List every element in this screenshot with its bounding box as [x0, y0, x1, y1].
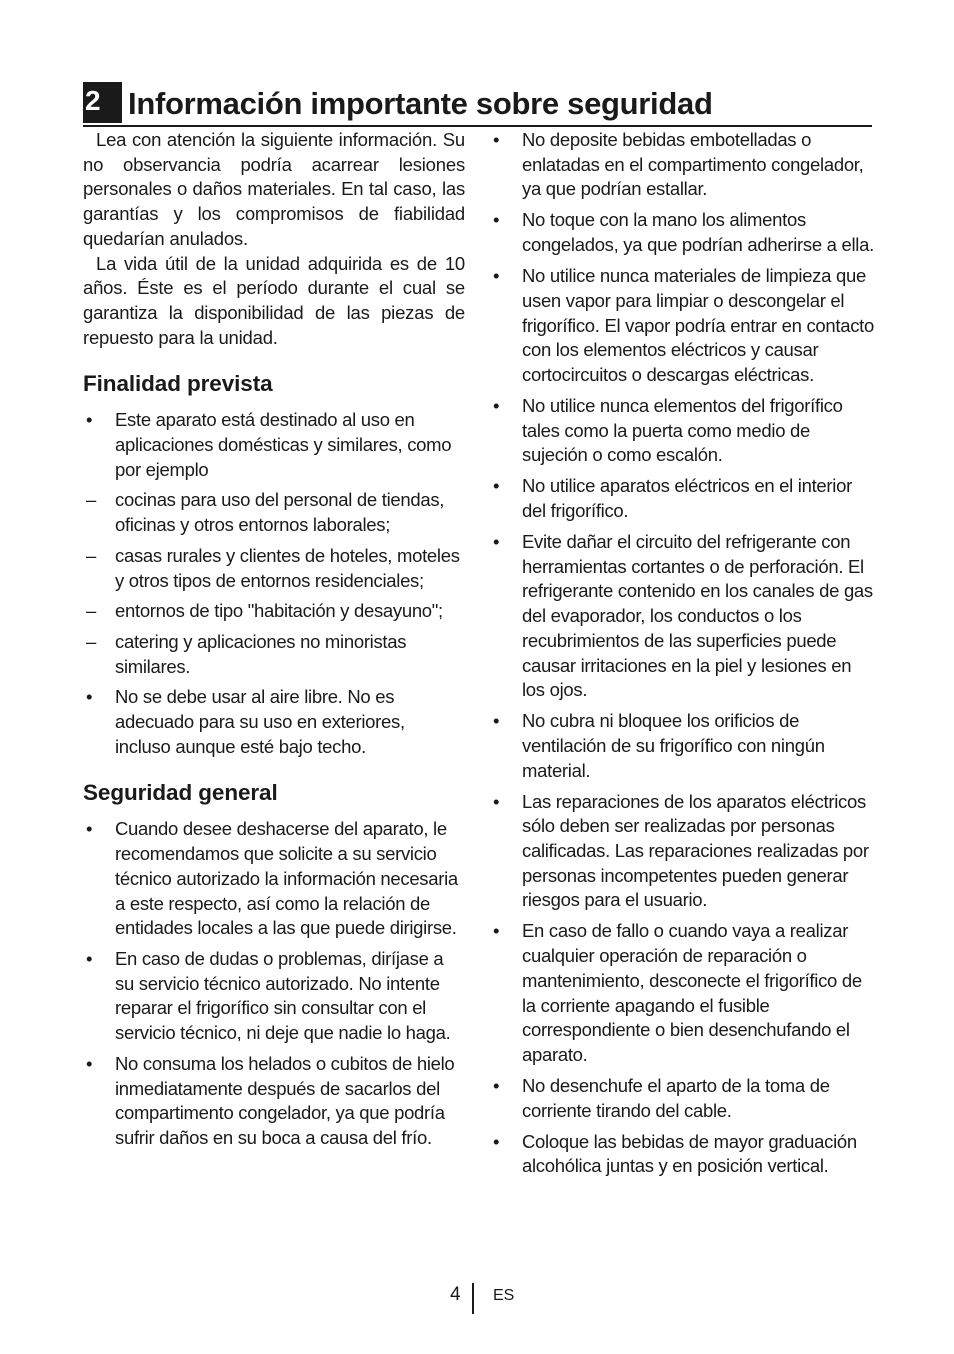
- list-item: [490, 919, 874, 1067]
- bullet-marker: •: [493, 209, 500, 231]
- bullet-marker: •: [493, 920, 500, 942]
- chapter-title: Información importante sobre seguridad: [128, 86, 713, 121]
- list-item-text: No utilice aparatos eléctricos en el interior del frigorífico.: [522, 475, 852, 522]
- list-item: [83, 817, 465, 941]
- intro-paragraph: Lea con atención la siguiente información. Su no observancia podría acarrear lesiones personales o daños materiales. En tal caso, las garantías y los compromisos de fiabilidad quedarían anulados.: [83, 129, 465, 249]
- list-item-text: Cuando desee deshacerse del aparato, le recomendamos que solicite a su servicio técnico autorizado la información necesaria a este respecto, así como la relación de entidades locales a las que puede dirigirse.: [115, 818, 458, 939]
- list-item: [83, 1052, 465, 1151]
- list-item-text: No deposite bebidas embotelladas o enlatadas en el compartimento congelador, ya que podrían estallar.: [522, 129, 864, 200]
- footer-divider: [472, 1283, 474, 1314]
- chapter-header: [83, 82, 872, 127]
- finalidad-list: [83, 408, 465, 759]
- list-item-text: Las reparaciones de los aparatos eléctricos sólo deben ser realizadas por personas calificadas. Las reparaciones realizadas por personas incompetentes pueden generar riesgos para el usuario.: [522, 790, 869, 911]
- bullet-marker: •: [86, 818, 93, 840]
- list-item-text: Este aparato está destinado al uso en aplicaciones domésticas y similares, como por ejemplo: [115, 409, 452, 480]
- list-item-text: No se debe usar al aire libre. No es adecuado para su uso en exteriores, incluso aunque esté bajo techo.: [115, 686, 405, 757]
- list-item: [83, 947, 465, 1046]
- list-item: [83, 685, 465, 759]
- left-column: [83, 128, 465, 1157]
- list-item: [490, 208, 874, 257]
- list-item: [490, 709, 874, 783]
- page-number: 4: [450, 1284, 461, 1305]
- bullet-marker: •: [493, 129, 500, 150]
- bullet-marker: •: [493, 1130, 500, 1152]
- bullet-marker: •: [86, 1052, 93, 1074]
- section-title-seguridad: Seguridad general: [83, 780, 278, 806]
- list-item-text: No utilice nunca materiales de limpieza que usen vapor para limpiar o descongelar el frigorífico. El vapor podría entrar en contacto con los elementos eléctricos y causar cortocircuitos o descargas eléctricas.: [522, 265, 874, 385]
- list-item-text: entornos de tipo "habitación y desayuno";: [115, 600, 443, 622]
- bullet-marker: •: [493, 394, 500, 416]
- dash-marker: –: [86, 489, 96, 511]
- list-item-text: cocinas para uso del personal de tiendas, oficinas y otros entornos laborales;: [115, 489, 445, 536]
- bullet-marker: •: [493, 790, 500, 812]
- list-item-text: Evite dañar el circuito del refrigerante con herramientas cortantes o de perforación. El refrigerante contenido en los canales de gas del evaporador, los conductos o los recubrimientos de las superficies puede causar irritaciones en la piel y lesiones en los ojos.: [522, 531, 873, 701]
- bullet-marker: •: [86, 409, 93, 431]
- list-item-text: No utilice nunca elementos del frigorífico tales como la puerta como medio de sujeción o como escalón.: [522, 394, 843, 466]
- list-item-text: En caso de dudas o problemas, diríjase a su servicio técnico autorizado. No intente reparar el frigorífico sin consultar con el servicio técnico, ni deje que nadie lo haga.: [115, 947, 451, 1044]
- list-item: [490, 264, 874, 388]
- list-item: [83, 544, 465, 593]
- list-item: [490, 128, 874, 202]
- list-item: [83, 408, 465, 482]
- list-item-text: No toque con la mano los alimentos congelados, ya que podrían adherirse a ella.: [522, 209, 874, 256]
- intro-paragraph: La vida útil de la unidad adquirida es de 10 años. Éste es el período durante el cual se garantiza la disponibilidad de las piezas de repuesto para la unidad.: [83, 252, 465, 348]
- list-item: [83, 599, 465, 624]
- bullet-marker: •: [493, 531, 500, 553]
- bullet-marker: •: [86, 686, 93, 708]
- bullet-marker: •: [493, 1074, 500, 1096]
- dash-marker: –: [86, 630, 96, 652]
- list-item: [490, 474, 874, 523]
- language-code: ES: [493, 1287, 515, 1304]
- list-item-text: En caso de fallo o cuando vaya a realizar cualquier operación de reparación o mantenimiento, desconecte el frigorífico de la corriente apagando el fusible correspondiente o bien desenchufando el aparato.: [522, 920, 862, 1065]
- list-item-text: No desenchufe el aparto de la toma de corriente tirando del cable.: [522, 1074, 830, 1121]
- dash-marker: –: [86, 600, 96, 622]
- list-item: [83, 488, 465, 537]
- bullet-marker: •: [493, 475, 500, 497]
- bullet-marker: •: [86, 947, 93, 969]
- right-column: [490, 128, 874, 1185]
- list-item-text: catering y aplicaciones no minoristas similares.: [115, 630, 407, 677]
- dash-marker: –: [86, 544, 96, 566]
- section-title-finalidad: Finalidad prevista: [83, 371, 273, 397]
- list-item-text: No cubra ni bloquee los orificios de ventilación de su frigorífico con ningún material.: [522, 710, 825, 781]
- list-item: [490, 790, 874, 914]
- list-item-text: Coloque las bebidas de mayor graduación alcohólica juntas y en posición vertical.: [522, 1130, 857, 1177]
- list-item: [490, 1130, 874, 1179]
- seguridad-list-right: [490, 128, 874, 1179]
- list-item-text: No consuma los helados o cubitos de hielo inmediatamente después de sacarlos del compartimento congelador, ya que podría sufrir daños en su boca a causa del frío.: [115, 1052, 455, 1148]
- list-item: [490, 530, 874, 703]
- list-item: [490, 394, 874, 468]
- chapter-number: 2: [83, 82, 122, 123]
- seguridad-list-left: [83, 817, 465, 1150]
- list-item-text: casas rurales y clientes de hoteles, moteles y otros tipos de entornos residenciales;: [115, 544, 460, 591]
- bullet-marker: •: [493, 265, 500, 287]
- list-item: [83, 630, 465, 679]
- list-item: [490, 1074, 874, 1123]
- bullet-marker: •: [493, 710, 500, 732]
